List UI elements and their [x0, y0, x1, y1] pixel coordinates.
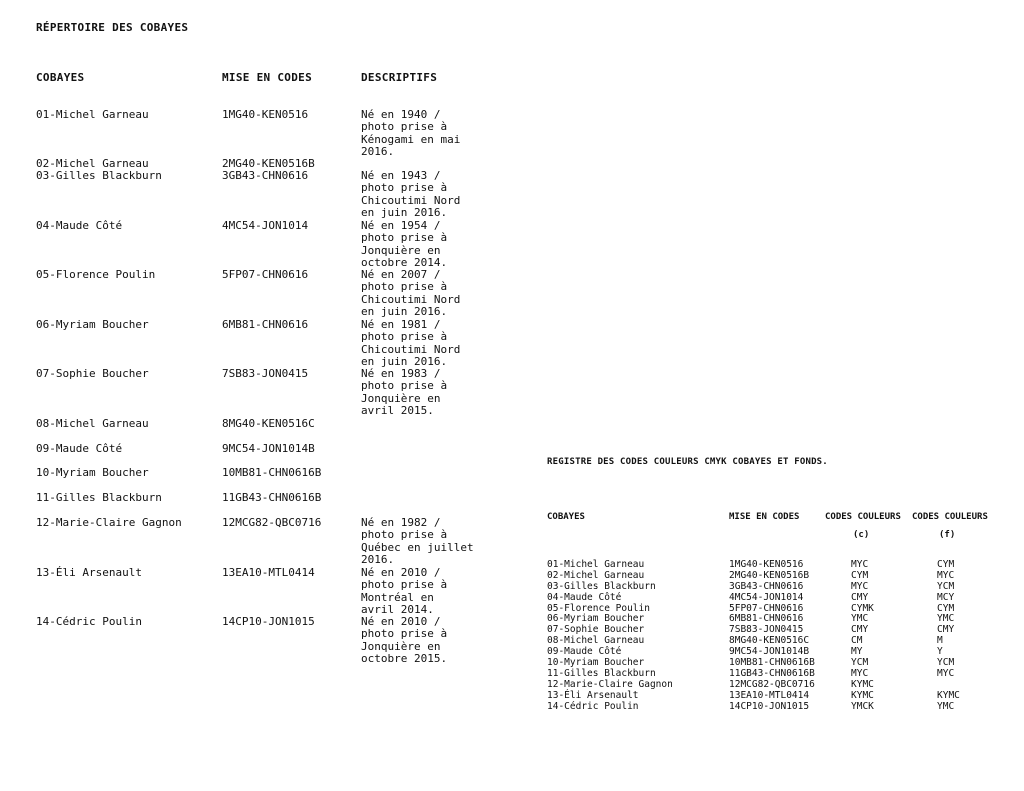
page-title: RÉPERTOIRE DES COBAYES — [36, 21, 189, 34]
registry-cell-name: 09-Maude Côté — [547, 646, 622, 658]
registry-cell-name: 02-Michel Garneau — [547, 569, 645, 581]
subject-name: 13-Éli Arsenault — [36, 566, 142, 579]
registry-cell-code: 5FP07-CHN0616 — [729, 602, 804, 614]
registry-cell-name: 10-Myriam Boucher — [547, 657, 645, 669]
header-mise-en-codes: MISE EN CODES — [222, 71, 312, 84]
subject-code: 5FP07-CHN0616 — [222, 268, 309, 281]
subject-code: 11GB43-CHN0616B — [222, 491, 322, 504]
registry-cell-color-c: CYMK — [851, 602, 874, 614]
subject-code: 14CP10-JON1015 — [222, 615, 315, 628]
registry-cell-code: 11GB43-CHN0616B — [729, 667, 815, 679]
registry-cell-code: 8MG40-KEN0516C — [729, 635, 810, 647]
registry-cell-color-f: MYC — [937, 569, 955, 581]
registry-cell-name: 13-Éli Arsenault — [547, 689, 639, 701]
registry-cell-code: 10MB81-CHN0616B — [729, 657, 815, 669]
registry-cell-color-f: MYC — [937, 667, 955, 679]
subject-description: Né en 2010 / photo prise à Montréal en avril 2014. — [361, 566, 448, 617]
registry-cell-color-c: CM — [851, 635, 863, 647]
registry-cell-color-f: YMC — [937, 613, 955, 625]
registry-cell-code: 12MCG82-QBC0716 — [729, 678, 815, 690]
subject-code: 7SB83-JON0415 — [222, 367, 309, 380]
subject-name: 01-Michel Garneau — [36, 108, 149, 121]
subject-description: Né en 1983 / photo prise à Jonquière en avril 2015. — [361, 367, 448, 418]
subject-description: Né en 1954 / photo prise à Jonquière en octobre 2014. — [361, 219, 448, 270]
registry-cell-color-f: YMC — [937, 700, 955, 712]
subject-description: Né en 1943 / photo prise à Chicoutimi Nord en juin 2016. — [361, 169, 461, 220]
registry-cell-code: 13EA10-MTL0414 — [729, 689, 810, 701]
subject-code: 6MB81-CHN0616 — [222, 318, 309, 331]
subject-name: 11-Gilles Blackburn — [36, 491, 162, 504]
registry-subheader-f: (f) — [939, 530, 956, 540]
registry-cell-color-c: CYM — [851, 569, 869, 581]
registry-cell-color-f: CYM — [937, 559, 955, 570]
registry-cell-color-c: CMY — [851, 624, 869, 636]
registry-cell-code: 6MB81-CHN0616 — [729, 613, 804, 625]
registry-cell-color-c: KYMC — [851, 689, 874, 701]
registry-cell-name: 12-Marie-Claire Gagnon — [547, 678, 673, 690]
registry-cell-color-c: MYC — [851, 667, 869, 679]
subject-description: Né en 1982 / photo prise à Québec en juillet 2016. — [361, 516, 474, 567]
registry-header-cobayes: COBAYES — [547, 512, 585, 522]
registry-cell-name: 07-Sophie Boucher — [547, 624, 645, 636]
registry-cell-name: 08-Michel Garneau — [547, 635, 645, 647]
subject-name: 08-Michel Garneau — [36, 417, 149, 430]
registry-row — [547, 691, 997, 702]
subject-description: Né en 1981 / photo prise à Chicoutimi Nord en juin 2016. — [361, 318, 461, 369]
subject-name: 12-Marie-Claire Gagnon — [36, 516, 182, 529]
registry-cell-code: 14CP10-JON1015 — [729, 700, 810, 712]
registry-row — [547, 702, 997, 713]
registry-cell-color-f: M — [937, 635, 943, 647]
subject-name: 06-Myriam Boucher — [36, 318, 149, 331]
registry-header-codes-couleurs-f: CODES COULEURS — [912, 512, 988, 522]
registry-cell-color-c: KYMC — [851, 678, 874, 690]
registry-cell-color-c: CMY — [851, 591, 869, 603]
header-descriptifs: DESCRIPTIFS — [361, 71, 438, 84]
subject-name: 03-Gilles Blackburn — [36, 169, 162, 182]
subject-code: 10MB81-CHN0616B — [222, 466, 322, 479]
registry-subheader-c: (c) — [853, 530, 870, 540]
registry-row — [547, 593, 997, 604]
registry-title: REGISTRE DES CODES COULEURS CMYK COBAYES ET FONDS. — [547, 457, 828, 467]
registry-cell-code: 1MG40-KEN0516 — [729, 559, 804, 570]
registry-header-mise-en-codes: MISE EN CODES — [729, 512, 800, 522]
registry-cell-color-c: YCM — [851, 657, 869, 669]
subject-name: 02-Michel Garneau — [36, 157, 149, 170]
registry-cell-color-f: YCM — [937, 657, 955, 669]
subject-code: 12MCG82-QBC0716 — [222, 516, 322, 529]
registry-cell-name: 04-Maude Côté — [547, 591, 622, 603]
registry-cell-code: 4MC54-JON1014 — [729, 591, 804, 603]
registry-cell-color-f: Y — [937, 646, 943, 658]
registry-header-codes-couleurs-c: CODES COULEURS — [825, 512, 901, 522]
registry-cell-code: 9MC54-JON1014B — [729, 646, 810, 658]
registry-cell-color-c: YMC — [851, 613, 869, 625]
registry-cell-color-f: YCM — [937, 580, 955, 592]
subject-description: Né en 1940 / photo prise à Kénogami en mai 2016. — [361, 108, 461, 159]
registry-rows — [547, 560, 997, 712]
subject-description: Né en 2010 / photo prise à Jonquière en octobre 2015. — [361, 615, 448, 666]
subject-name: 09-Maude Côté — [36, 442, 123, 455]
registry-cell-code: 7SB83-JON0415 — [729, 624, 804, 636]
registry-cell-color-f: MCY — [937, 591, 955, 603]
registry-cell-code: 3GB43-CHN0616 — [729, 580, 804, 592]
registry-cell-name: 01-Michel Garneau — [547, 559, 645, 570]
subject-code: 4MC54-JON1014 — [222, 219, 309, 232]
registry-cell-name: 11-Gilles Blackburn — [547, 667, 656, 679]
registry-cell-color-f: KYMC — [937, 689, 960, 701]
registry-cell-code: 2MG40-KEN0516B — [729, 569, 810, 581]
registry-cell-color-c: MYC — [851, 559, 869, 570]
registry-cell-name: 14-Cédric Poulin — [547, 700, 639, 712]
subject-code: 13EA10-MTL0414 — [222, 566, 315, 579]
subject-code: 9MC54-JON1014B — [222, 442, 315, 455]
registry-cell-color-f: CMY — [937, 624, 955, 636]
subject-name: 04-Maude Côté — [36, 219, 123, 232]
registry-cell-name: 05-Florence Poulin — [547, 602, 650, 614]
subject-code: 1MG40-KEN0516 — [222, 108, 309, 121]
registry-cell-color-c: MYC — [851, 580, 869, 592]
subject-code: 3GB43-CHN0616 — [222, 169, 309, 182]
registry-cell-name: 06-Myriam Boucher — [547, 613, 645, 625]
subject-description: Né en 2007 / photo prise à Chicoutimi Nord en juin 2016. — [361, 268, 461, 319]
subject-name: 14-Cédric Poulin — [36, 615, 142, 628]
subject-code: 8MG40-KEN0516C — [222, 417, 315, 430]
subject-name: 10-Myriam Boucher — [36, 466, 149, 479]
subject-code: 2MG40-KEN0516B — [222, 157, 315, 170]
registry-cell-color-f: CYM — [937, 602, 955, 614]
registry-cell-name: 03-Gilles Blackburn — [547, 580, 656, 592]
header-cobayes: COBAYES — [36, 71, 85, 84]
registry-cell-color-c: YMCK — [851, 700, 874, 712]
subject-name: 07-Sophie Boucher — [36, 367, 149, 380]
subject-name: 05-Florence Poulin — [36, 268, 156, 281]
registry-cell-color-c: MY — [851, 646, 863, 658]
